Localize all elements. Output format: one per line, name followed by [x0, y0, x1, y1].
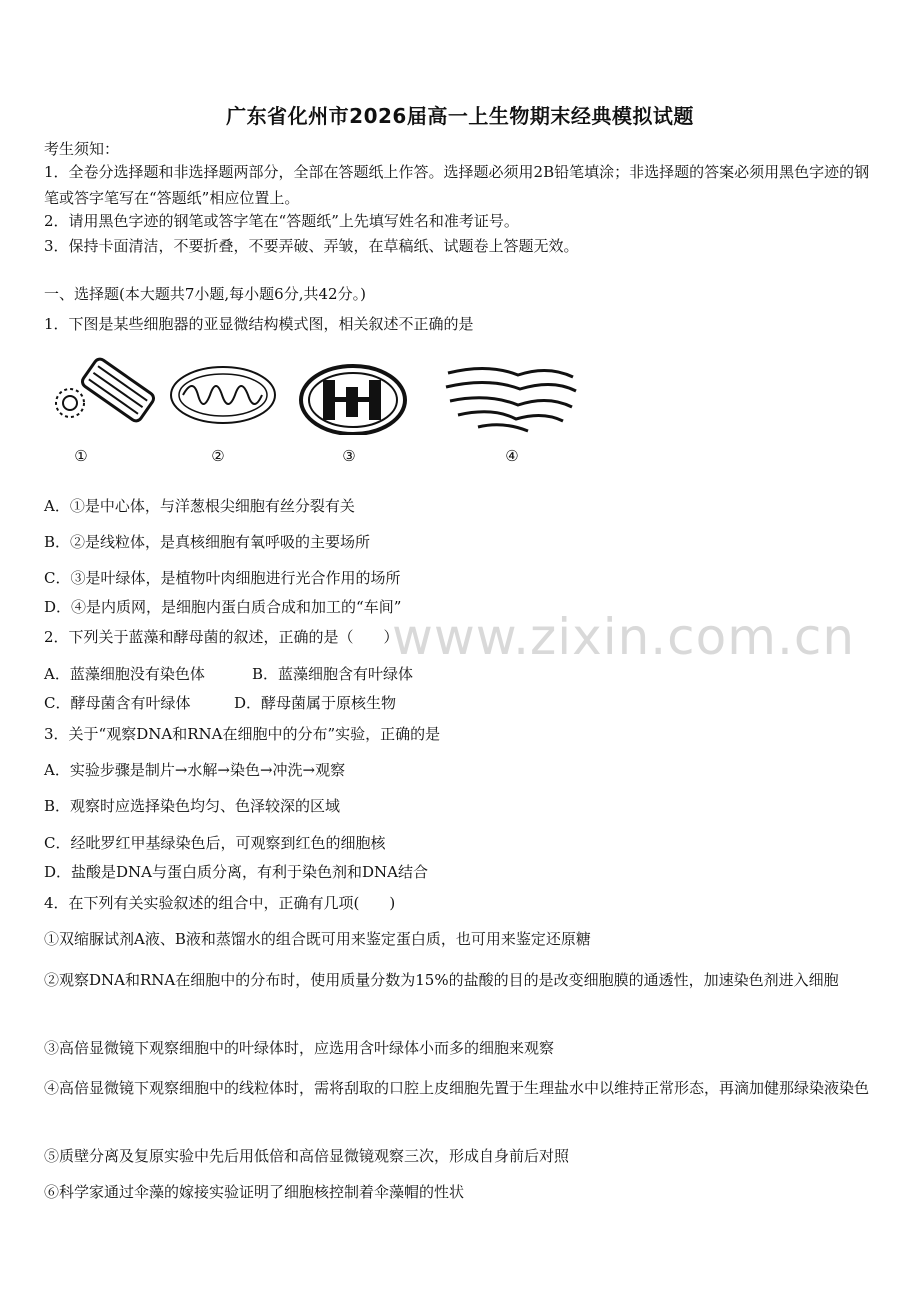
question-2-option-a: A．蓝藻细胞没有染色体 [44, 665, 205, 683]
chloroplast-drawing [301, 366, 405, 434]
question-3-option-a: A．实验步骤是制片→水解→染色→冲洗→观察 [44, 761, 346, 779]
question-1-option-d: D．④是内质网，是细胞内蛋白质合成和加工的“车间” [44, 598, 402, 616]
figure-label-1: ① [74, 447, 88, 465]
figure-label-3: ③ [342, 447, 356, 465]
page-title: 广东省化州市2026届高一上生物期末经典模拟试题 [226, 104, 694, 128]
question-4-item-4: ④高倍显微镜下观察细胞中的线粒体时，需将刮取的口腔上皮细胞先置于生理盐水中以维持正常形态，再滴加健那绿染液染色 [44, 1079, 870, 1097]
mitochondrion-drawing [171, 367, 275, 423]
question-2-stem: 2．下列关于蓝藻和酵母菌的叙述，正确的是（ ） [44, 628, 399, 646]
question-3-option-b: B．观察时应选择染色均匀、色泽较深的区域 [44, 797, 341, 815]
question-3-option-c: C．经吡罗红甲基绿染色后，可观察到红色的细胞核 [44, 834, 386, 852]
notice-heading: 考生须知： [44, 140, 120, 158]
question-4-item-3: ③高倍显微镜下观察细胞中的叶绿体时，应选用含叶绿体小而多的细胞来观察 [44, 1039, 555, 1057]
question-2-option-b: B．蓝藻细胞含有叶绿体 [252, 665, 414, 683]
watermark-text: www.zixin.com.cn [392, 608, 856, 666]
question-4-item-5: ⑤质壁分离及复原实验中先后用低倍和高倍显微镜观察三次，形成自身前后对照 [44, 1147, 570, 1165]
question-4-item-2: ②观察DNA和RNA在细胞中的分布时，使用质量分数为15%的盐酸的目的是改变细胞膜的通透性，加速染色剂进入细胞 [44, 971, 839, 989]
question-3-stem: 3．关于“观察DNA和RNA在细胞中的分布”实验，正确的是 [44, 725, 441, 743]
question-4-stem: 4．在下列有关实验叙述的组合中，正确有几项( ) [44, 894, 396, 912]
figure-label-2: ② [211, 447, 225, 465]
organelle-figure [48, 355, 588, 435]
question-4-item-1: ①双缩脲试剂A液、B液和蒸馏水的组合既可用来鉴定蛋白质，也可用来鉴定还原糖 [44, 930, 591, 948]
centriole-drawing [56, 357, 156, 423]
question-2-option-d: D．酵母菌属于原核生物 [234, 694, 397, 712]
endoplasmic-reticulum-drawing [446, 368, 576, 431]
section-heading: 一、选择题(本大题共7小题,每小题6分,共42分。) [44, 285, 366, 303]
figure-label-4: ④ [505, 447, 519, 465]
question-3-option-d: D．盐酸是DNA与蛋白质分离，有利于染色剂和DNA结合 [44, 863, 428, 881]
question-2-option-c: C．酵母菌含有叶绿体 [44, 694, 191, 712]
notice-item-3: 3．保持卡面清洁，不要折叠，不要弄破、弄皱，在草稿纸、试题卷上答题无效。 [44, 237, 579, 255]
notice-item-1: 1．全卷分选择题和非选择题两部分，全部在答题纸上作答。选择题必须用2B铅笔填涂；非选择题的答案必须用黑色字迹的钢笔或答字笔写在“答题纸”相应位置上。 [44, 163, 870, 207]
question-1-option-c: C．③是叶绿体，是植物叶肉细胞进行光合作用的场所 [44, 569, 401, 587]
question-4-item-6: ⑥科学家通过伞藻的嫁接实验证明了细胞核控制着伞藻帽的性状 [44, 1183, 465, 1201]
notice-item-2: 2．请用黑色字迹的钢笔或答字笔在“答题纸”上先填写姓名和准考证号。 [44, 212, 519, 230]
question-1-stem: 1．下图是某些细胞器的亚显微结构模式图，相关叙述不正确的是 [44, 315, 474, 333]
question-1-option-a: A．①是中心体，与洋葱根尖细胞有丝分裂有关 [44, 497, 355, 515]
question-1-option-b: B．②是线粒体，是真核细胞有氧呼吸的主要场所 [44, 533, 371, 551]
